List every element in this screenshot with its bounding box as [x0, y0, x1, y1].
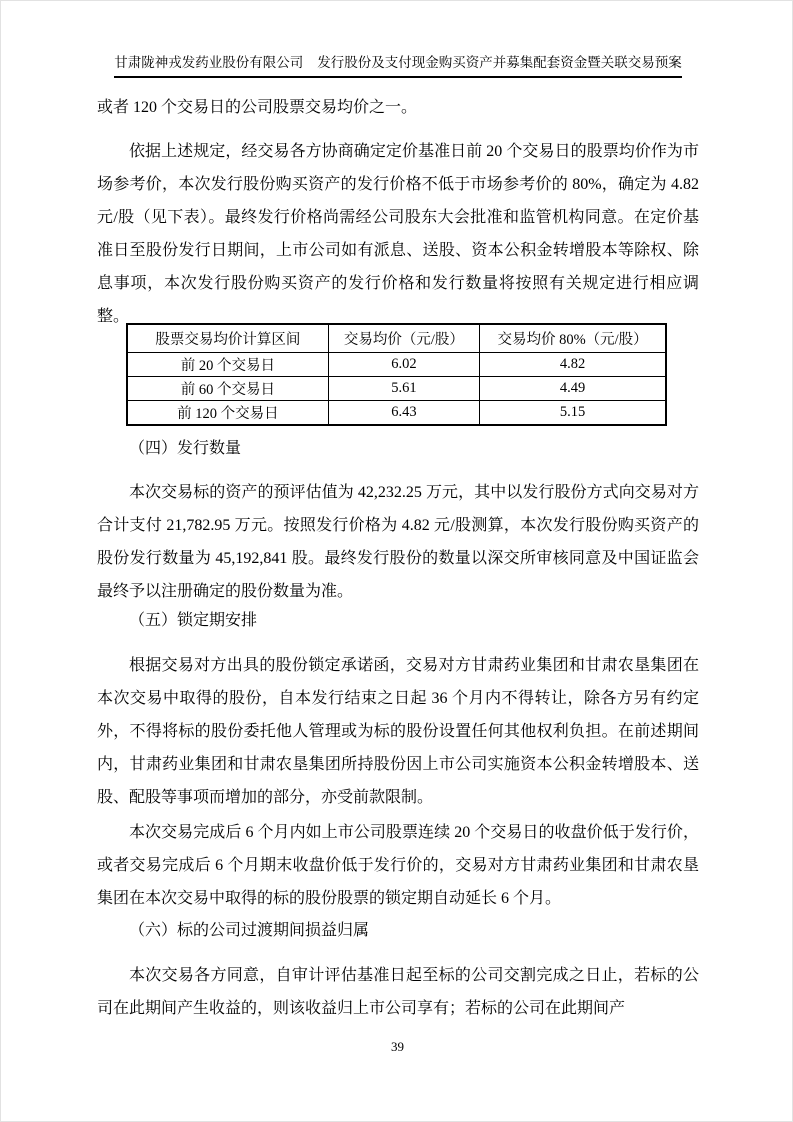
heading-lockup-arrangement: （五）锁定期安排 — [129, 612, 258, 629]
paragraph-continuation: 或者 120 个交易日的公司股票交易均价之一。 — [97, 99, 418, 116]
table-row — [127, 377, 666, 401]
heading-transition-profit-loss: （六）标的公司过渡期间损益归属 — [129, 922, 370, 939]
table-cell-avg-price: 5.61 — [328, 377, 479, 401]
paragraph-lockup-2: 本次交易完成后 6 个月内如上市公司股票连续 20 个交易日的收盘价低于发行价，或者交易完成后 6 个月期末收盘价低于发行价的，交易对方甘肃药业集团和甘肃农垦集团在本次交易中取得的标的股份股票的锁定期自动延长 6 个月。 — [97, 824, 699, 907]
heading-issue-quantity: （四）发行数量 — [129, 440, 242, 457]
paragraph-transition: 本次交易各方同意，自审计评估基准日起至标的公司交割完成之日止，若标的公司在此期间产生收益的，则该收益归上市公司享有；若标的公司在此期间产 — [97, 967, 699, 1017]
table-header-row — [127, 324, 666, 353]
page-number: 39 — [391, 1039, 404, 1054]
table-cell-period: 前 60 个交易日 — [127, 377, 328, 401]
table-cell-avg-price: 6.02 — [328, 353, 479, 377]
header-doc-title: 发行股份及支付现金购买资产并募集配套资金暨关联交易预案 — [317, 55, 682, 70]
price-average-table — [126, 323, 667, 426]
table-header-period: 股票交易均价计算区间 — [127, 324, 328, 353]
table-row — [127, 401, 666, 426]
table-cell-period: 前 120 个交易日 — [127, 401, 328, 426]
table-cell-avg-price-80: 4.49 — [480, 377, 666, 401]
header-company-name: 甘肃陇神戎发药业股份有限公司 — [114, 55, 304, 70]
table-cell-avg-price-80: 4.82 — [480, 353, 666, 377]
page-header — [97, 51, 699, 78]
page-header-rule — [114, 51, 682, 78]
table-header-avg-price-80: 交易均价 80%（元/股） — [480, 324, 666, 353]
paragraph-pricing-basis: 依据上述规定，经交易各方协商确定定价基准日前 20 个交易日的股票均价作为市场参考价，本次发行股份购买资产的发行价格不低于市场参考价的 80%，确定为 4.82 元/股（见下表）。最终发行价格尚需经公司股东大会批准和监管机构同意。在定价基准日至股份发行日期间，上市公司如有派息、送股、资本公积金转增股本等除权、除息事项，本次发行股份购买资产的发行价格和发行数量将按照有关规定进行相应调整。 — [97, 143, 699, 325]
table-cell-period: 前 20 个交易日 — [127, 353, 328, 377]
table-cell-avg-price: 6.43 — [328, 401, 479, 426]
table-cell-avg-price-80: 5.15 — [480, 401, 666, 426]
table-header-avg-price: 交易均价（元/股） — [328, 324, 479, 353]
paragraph-lockup-1: 根据交易对方出具的股份锁定承诺函，交易对方甘肃药业集团和甘肃农垦集团在本次交易中取得的股份，自本发行结束之日起 36 个月内不得转让，除各方另有约定外，不得将标的股份委托他人管理或为标的股份设置任何其他权利负担。在前述期间内，甘肃药业集团和甘肃农垦集团所持股份因上市公司实施资本公积金转增股本、送股、配股等事项而增加的部分，亦受前款限制。 — [97, 657, 699, 806]
table-row — [127, 353, 666, 377]
paragraph-issue-quantity: 本次交易标的资产的预评估值为 42,232.25 万元，其中以发行股份方式向交易对方合计支付 21,782.95 万元。按照发行价格为 4.82 元/股测算，本次发行股份购买资产的股份发行数量为 45,192,841 股。最终发行股份的数量以深交所审核同意及中国证监会最终予以注册确定的股份数量为准。 — [97, 484, 699, 600]
